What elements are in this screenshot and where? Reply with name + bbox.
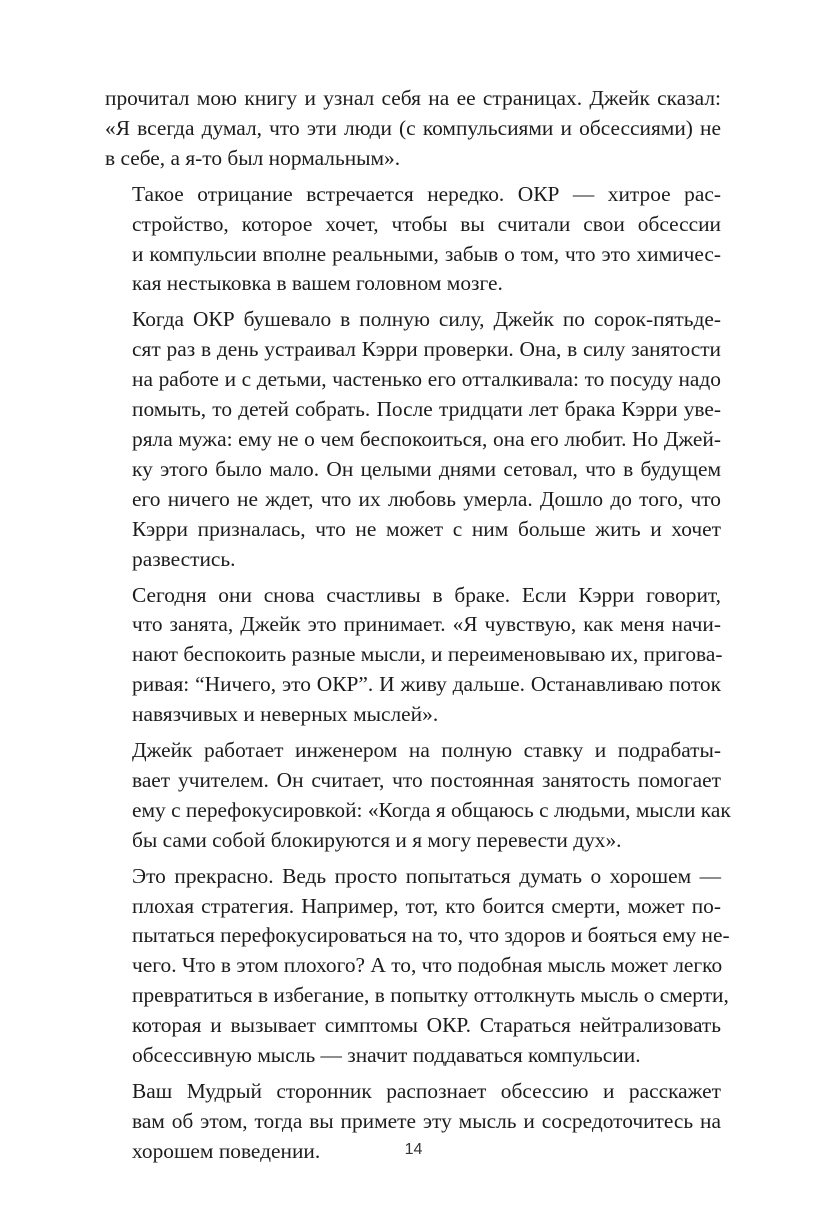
- text-line: сят раз в день устраивал Кэрри проверки. Она, в силу занятости: [132, 337, 721, 362]
- text-line: Сегодня они снова счастливы в браке. Если Кэрри говорит,: [132, 582, 721, 607]
- text-line: Это прекрасно. Ведь просто попытаться думать о хорошем —: [132, 863, 721, 888]
- text-line: кая нестыковка в вашем головном мозге.: [132, 271, 503, 296]
- page-number: 14: [404, 1141, 423, 1158]
- text-line: Джейк работает инженером на полную ставку и подрабаты-: [132, 738, 721, 763]
- text-line: Ваш Мудрый сторонник распознает обсессию и расскажет: [132, 1079, 721, 1103]
- text-line: которая и вызывает симптомы ОКР. Стараться нейтрализовать: [132, 1013, 721, 1038]
- text-line: в себе, а я-то был нормальным».: [105, 145, 401, 170]
- text-line: развестись.: [132, 546, 236, 571]
- text-line: Когда ОКР бушевало в полную силу, Джейк по сорок-пятьде-: [132, 307, 721, 332]
- text-line: плохая стратегия. Например, тот, кто боится смерти, может по-: [132, 893, 721, 918]
- paragraph: [105, 862, 730, 1071]
- text-line: бы сами собой блокируются и я могу перевести дух».: [132, 827, 622, 852]
- text-line: Такое отрицание встречается нередко. ОКР — хитрое рас-: [132, 181, 721, 206]
- text-line: «Я всегда думал, что эти люди (с компульсиями и обсессиями) не: [105, 115, 721, 140]
- text-line: хорошем поведении.: [132, 1138, 321, 1163]
- text-line: пытаться перефокусироваться на то, что здоров и бояться ему не-: [132, 923, 730, 948]
- text-line: превратиться в избегание, в попытку оттолкнуть мысль о смерти,: [132, 983, 729, 1008]
- paragraph: [105, 736, 731, 856]
- text-line: и компульсии вполне реальными, забыв о том, что это химичес-: [132, 241, 721, 266]
- paragraph: [105, 180, 721, 300]
- text-line: чего. Что в этом плохого? А то, что подобная мысль может легко: [132, 953, 723, 978]
- text-line: вает учителем. Он считает, что постоянная занятость помогает: [132, 767, 721, 792]
- text-line: на работе и с детьми, частенько его отталкивала: то посуду надо: [132, 367, 721, 392]
- text-line: ряла мужа: ему не о чем беспокоиться, она его любит. Но Джей-: [132, 426, 721, 451]
- text-line: навязчивых и неверных мыслей».: [132, 702, 439, 727]
- text-line: ему с перефокусировкой: «Когда я общаюсь с людьми, мысли как: [132, 797, 731, 822]
- text-line: ривая: “Ничего, это ОКР”. И живу дальше. Останавливаю поток: [132, 672, 721, 697]
- text-line: ку этого было мало. Он целыми днями сетовал, что в будущем: [132, 456, 721, 481]
- text-line: Кэрри призналась, что не может с ним больше жить и хочет: [132, 516, 721, 541]
- text-line: что занята, Джейк это принимает. «Я чувствую, как меня начи-: [132, 612, 721, 637]
- text-line: нают беспокоить разные мысли, и переименовываю их, пригова-: [132, 642, 723, 667]
- text-line: его ничего не ждет, что их любовь умерла. Дошло до того, что: [132, 486, 721, 511]
- text-line: обсессивную мысль — значит поддаваться компульсии.: [132, 1043, 641, 1068]
- paragraph: [105, 84, 721, 174]
- body-text: [105, 84, 731, 1167]
- text-line: помыть, то детей собрать. После тридцати лет брака Кэрри уве-: [132, 397, 721, 422]
- text-line: прочитал мою книгу и узнал себя на ее страницах. Джейк сказал:: [105, 86, 721, 110]
- text-line: стройство, которое хочет, чтобы вы считали свои обсессии: [132, 211, 721, 236]
- text-line: вам об этом, тогда вы примете эту мысль и сосредоточитесь на: [132, 1108, 721, 1133]
- paragraph: [105, 581, 721, 731]
- paragraph: [105, 305, 721, 574]
